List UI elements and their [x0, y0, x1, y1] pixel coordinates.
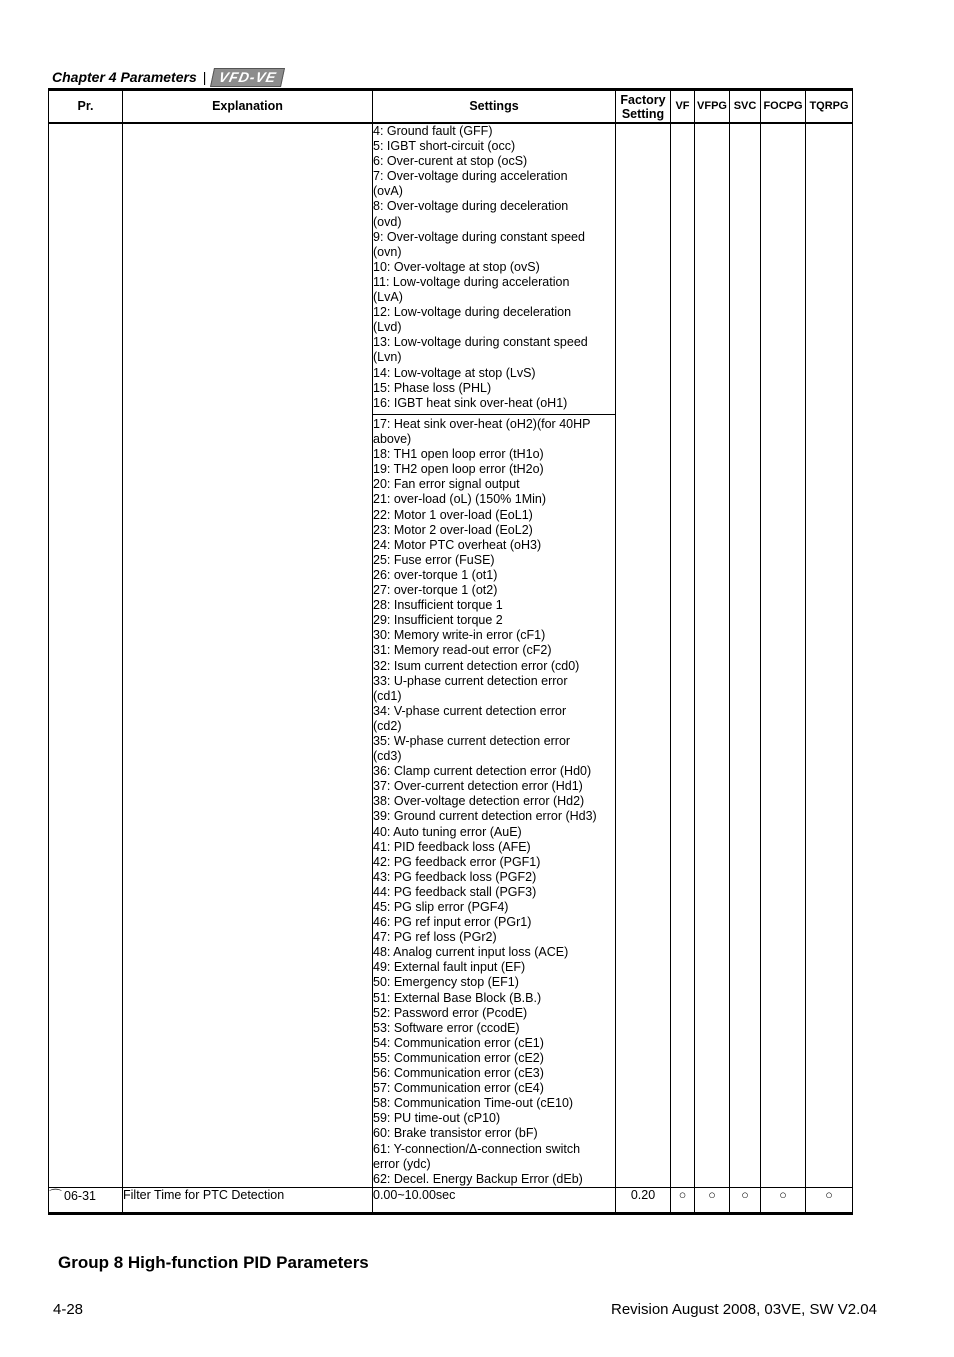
settings-line: 36: Clamp current detection error (Hd0) [373, 764, 592, 779]
settings-line: 41: PID feedback loss (AFE) [373, 839, 531, 854]
settings-line: (cd2) [373, 718, 402, 733]
settings-line: 18: TH1 open loop error (tH1o) [373, 447, 544, 462]
header-separator: | [202, 69, 207, 85]
vfd-ve-logo: VFD-VE [210, 68, 285, 87]
settings-line: 62: Decel. Energy Backup Error (dEb) [373, 1171, 583, 1186]
settings-line: 19: TH2 open loop error (tH2o) [373, 462, 544, 477]
settings-line: (Lvd) [373, 320, 402, 335]
settings-line: 13: Low-voltage during constant speed [373, 335, 588, 350]
col-header-focpg: FOCPG [761, 90, 806, 124]
settings-line: 61: Y-connection/Δ-connection switch [373, 1141, 581, 1156]
settings-line: 59: PU time-out (cP10) [373, 1111, 501, 1126]
chapter-title: Chapter 4 Parameters [52, 69, 197, 85]
settings-line: 60: Brake transistor error (bF) [373, 1126, 538, 1141]
settings-line: 17: Heat sink over-heat (oH2)(for 40HP [373, 417, 591, 431]
col-header-settings: Settings [373, 90, 616, 124]
settings-line: 42: PG feedback error (PGF1) [373, 854, 541, 869]
factory-setting-cell: 0.20 [616, 1187, 671, 1213]
pr-cell [49, 1187, 123, 1213]
svc-circle-icon: ○ [730, 1187, 761, 1213]
settings-line: (ovd) [373, 214, 402, 229]
pr-cell-continued [49, 123, 123, 1187]
vf-cell-continued [671, 123, 695, 1187]
settings-line: 48: Analog current input loss (ACE) [373, 945, 569, 960]
settings-block-1 [373, 123, 616, 415]
table-row-06-31 [49, 1187, 853, 1213]
tqrpg-circle-icon: ○ [806, 1187, 853, 1213]
page-number: 4-28 [53, 1301, 84, 1318]
settings-line: 26: over-torque 1 (ot1) [373, 567, 498, 582]
focpg-cell-continued [761, 123, 806, 1187]
settings-line: 52: Password error (PcodE) [373, 1005, 528, 1020]
settings-line: 47: PG ref loss (PGr2) [373, 930, 497, 945]
settings-line: 57: Communication error (cE4) [373, 1081, 544, 1096]
settings-line: 16: IGBT heat sink over-heat (oH1) [373, 395, 568, 410]
pr-number: 06-31 [64, 1188, 96, 1203]
settings-line: 22: Motor 1 over-load (EoL1) [373, 507, 533, 522]
settings-line: error (ydc) [373, 1156, 431, 1171]
settings-line: 31: Memory read-out error (cF2) [373, 643, 552, 658]
col-header-vfpg: VFPG [695, 90, 730, 124]
settings-block-2 [373, 415, 616, 1188]
col-header-svc: SVC [730, 90, 761, 124]
settings-line: 58: Communication Time-out (cE10) [373, 1096, 574, 1111]
settings-line: 9: Over-voltage during constant speed [373, 229, 585, 244]
explanation-cell-continued [123, 123, 373, 1187]
settings-line: 55: Communication error (cE2) [373, 1050, 544, 1065]
settings-line: above) [373, 432, 412, 447]
svc-cell-continued [730, 123, 761, 1187]
vfpg-cell-continued [695, 123, 730, 1187]
col-header-tqrpg: TQRPG [806, 90, 853, 124]
table-row [49, 123, 853, 415]
col-header-factory-setting [616, 90, 671, 124]
page-header [52, 67, 284, 87]
settings-line: 39: Ground current detection error (Hd3) [373, 809, 597, 824]
settings-line: 12: Low-voltage during deceleration [373, 305, 572, 320]
factory-label-line1: Factory [620, 92, 666, 107]
settings-line: 28: Insufficient torque 1 [373, 598, 503, 613]
settings-line: 35: W-phase current detection error [373, 733, 571, 748]
settings-line: 54: Communication error (cE1) [373, 1035, 544, 1050]
settings-line: 21: over-load (oL) (150% 1Min) [373, 492, 546, 507]
settings-line: 45: PG slip error (PGF4) [373, 900, 509, 914]
col-header-pr: Pr. [49, 90, 123, 124]
settings-line: 49: External fault input (EF) [373, 960, 526, 975]
settings-line: 29: Insufficient torque 2 [373, 613, 503, 628]
settings-line: 33: U-phase current detection error [373, 673, 568, 688]
settings-line: 11: Low-voltage during acceleration [373, 274, 570, 289]
settings-line: 8: Over-voltage during deceleration [373, 199, 569, 214]
group-title: Group 8 High-function PID Parameters [58, 1253, 369, 1272]
settings-line: (Lvn) [373, 350, 402, 365]
settings-line: 40: Auto tuning error (AuE) [373, 824, 522, 839]
explanation-cell: Filter Time for PTC Detection [123, 1187, 373, 1213]
settings-cell: 0.00~10.00sec [373, 1187, 616, 1213]
settings-line: 34: V-phase current detection error [373, 703, 567, 718]
factory-label-line2: Setting [621, 106, 665, 121]
settings-line: 46: PG ref input error (PGr1) [373, 915, 532, 930]
settings-line: 15: Phase loss (PHL) [373, 380, 492, 395]
settings-line: 20: Fan error signal output [373, 477, 520, 492]
settings-line: 4: Ground fault (GFF) [373, 124, 493, 138]
settings-line: 37: Over-current detection error (Hd1) [373, 779, 583, 794]
tqrpg-cell-continued [806, 123, 853, 1187]
settings-line: (cd3) [373, 749, 402, 764]
settings-line: 14: Low-voltage at stop (LvS) [373, 365, 536, 380]
settings-line: (ovA) [373, 184, 403, 199]
settings-line: 50: Emergency stop (EF1) [373, 975, 519, 990]
settings-line: 5: IGBT short-circuit (occ) [373, 139, 516, 154]
settings-line: 44: PG feedback stall (PGF3) [373, 884, 537, 899]
parameter-table [48, 88, 853, 1215]
settings-line: 51: External Base Block (B.B.) [373, 990, 542, 1005]
col-header-vf: VF [671, 90, 695, 124]
settings-line: 30: Memory write-in error (cF1) [373, 628, 546, 643]
settings-line: 23: Motor 2 over-load (EoL2) [373, 522, 533, 537]
table-header-row [49, 90, 853, 124]
settings-line: 6: Over-curent at stop (ocS) [373, 154, 528, 169]
pencil-icon: ⌒ [49, 1187, 63, 1203]
col-header-explanation: Explanation [123, 90, 373, 124]
settings-line: 43: PG feedback loss (PGF2) [373, 869, 537, 884]
settings-line: 24: Motor PTC overheat (oH3) [373, 537, 542, 552]
settings-line: 10: Over-voltage at stop (ovS) [373, 259, 540, 274]
settings-line: 56: Communication error (cE3) [373, 1066, 544, 1081]
settings-line: 27: over-torque 1 (ot2) [373, 583, 498, 598]
vf-circle-icon: ○ [671, 1187, 695, 1213]
settings-line: 32: Isum current detection error (cd0) [373, 658, 580, 673]
vfpg-circle-icon: ○ [695, 1187, 730, 1213]
settings-line: 38: Over-voltage detection error (Hd2) [373, 794, 585, 809]
settings-line: 53: Software error (ccodE) [373, 1020, 520, 1035]
revision-info: Revision August 2008, 03VE, SW V2.04 [611, 1301, 877, 1318]
settings-line: (LvA) [373, 290, 403, 305]
factory-cell-continued [616, 123, 671, 1187]
settings-line: (ovn) [373, 244, 402, 259]
settings-line: 7: Over-voltage during acceleration [373, 169, 568, 184]
settings-line: (cd1) [373, 688, 402, 703]
focpg-circle-icon: ○ [761, 1187, 806, 1213]
settings-line: 25: Fuse error (FuSE) [373, 552, 495, 567]
